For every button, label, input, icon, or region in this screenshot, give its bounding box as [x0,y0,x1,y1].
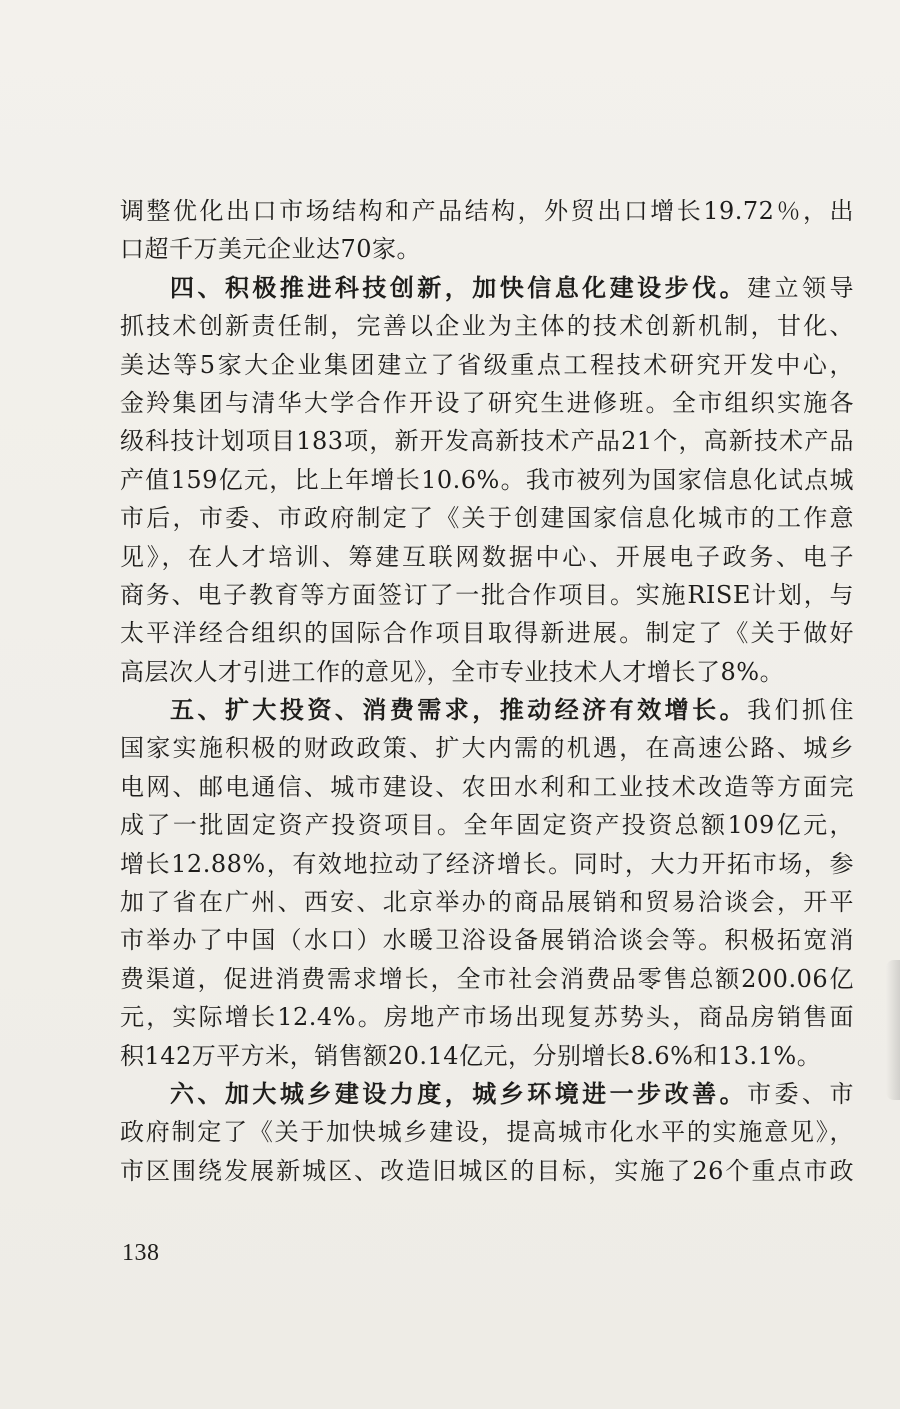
text-line: 元，实际增长12.4%。房地产市场出现复苏势头，商品房销售面 [120,1003,854,1032]
text-fragment: 市委、市 [747,1079,854,1108]
body-text [120,192,854,1190]
text-line: 见》，在人才培训、筹建互联网数据中心、开展电子政务、电子 [120,542,854,571]
section-heading-line [120,691,854,729]
text-line: 调整优化出口市场结构和产品结构，外贸出口增长19.72％，出 [120,197,854,225]
text-line: 太平洋经合组织的国际合作项目取得新进展。制定了《关于做好 [120,619,854,648]
page-number: 138 [122,1240,160,1266]
text-line: 电网、邮电通信、城市建设、农田水利和工业技术改造等方面完 [120,772,854,801]
section-heading-line [120,269,854,307]
text-line: 级科技计划项目183项，新开发高新技术产品21个，高新技术产品 [120,427,854,456]
text-line: 抓技术创新责任制，完善以企业为主体的技术创新机制，甘化、 [120,312,854,341]
text-line: 高层次人才引进工作的意见》，全市专业技术人才增长了8%。 [120,657,785,686]
text-line: 产值159亿元，比上年增长10.6%。我市被列为国家信息化试点城 [120,465,854,494]
text-line: 政府制定了《关于加快城乡建设，提高城市化水平的实施意见》， [120,1118,854,1147]
text-line: 积142万平方米，销售额20.14亿元，分别增长8.6%和13.1%。 [120,1041,822,1070]
text-line: 市举办了中国（水口）水暖卫浴设备展销洽谈会等。积极拓宽消 [120,926,854,955]
text-line: 市区围绕发展新城区、改造旧城区的目标，实施了26个重点市政 [120,1156,854,1185]
text-line: 金羚集团与清华大学合作开设了研究生进修班。全市组织实施各 [120,388,854,417]
section-heading-5: 五、扩大投资、消费需求，推动经济有效增长。 [170,695,748,725]
text-line: 成了一批固定资产投资项目。全年固定资产投资总额109亿元， [120,811,854,840]
text-line: 口超千万美元企业达70家。 [120,235,422,264]
text-line: 美达等5家大企业集团建立了省级重点工程技术研究开发中心， [120,350,854,379]
text-fragment: 我们抓住 [747,696,854,725]
text-line: 加了省在广州、西安、北京举办的商品展销和贸易洽谈会，开平 [120,888,854,917]
text-line: 市后，市委、市政府制定了《关于创建国家信息化城市的工作意 [120,504,854,533]
section-heading-4: 四、积极推进科技创新，加快信息化建设步伐。 [170,272,748,302]
text-line: 商务、电子教育等方面签订了一批合作项目。实施RISE计划，与 [120,580,854,609]
text-fragment: 建立领导 [747,273,854,302]
text-line: 增长12.88%，有效地拉动了经济增长。同时，大力开拓市场，参 [120,849,854,878]
text-line: 国家实施积极的财政政策、扩大内需的机遇，在高速公路、城乡 [120,734,854,763]
section-heading-line [120,1075,854,1113]
text-line: 费渠道，促进消费需求增长，全市社会消费品零售总额200.06亿 [120,964,854,993]
page-edge-shadow [886,960,900,1100]
section-heading-6: 六、加大城乡建设力度，城乡环境进一步改善。 [170,1078,748,1108]
